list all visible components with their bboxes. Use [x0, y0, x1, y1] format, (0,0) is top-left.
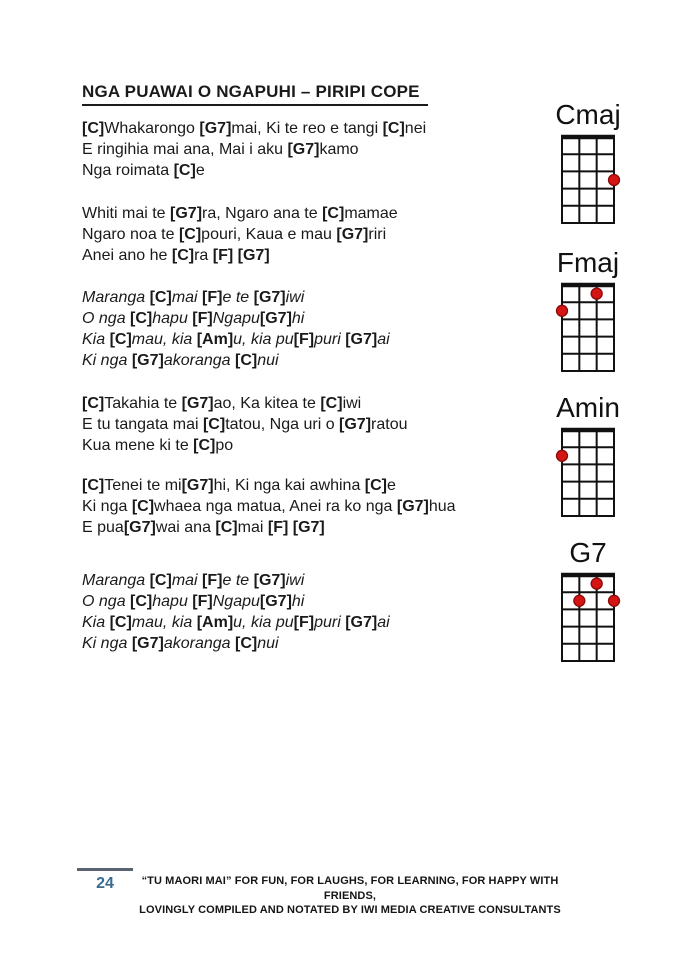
inline-chord: [G7] [396, 498, 429, 515]
lyric-text: mamae [344, 205, 398, 222]
lyric-text: whaea nga matua, Anei ra ko nga [154, 498, 397, 515]
finger-dot [557, 305, 568, 316]
lyric-line [82, 496, 456, 517]
lyric-text: nui [257, 635, 279, 652]
inline-chord: [C] [109, 614, 132, 631]
lyric-text: iwi [342, 395, 362, 412]
inline-chord: [G7] [253, 572, 286, 589]
chord-name-label: G7 [569, 537, 607, 568]
inline-chord: [Am] [196, 614, 234, 631]
inline-chord: [C] [82, 477, 105, 494]
footer-line-1: “TU MAORI MAI” FOR FUN, FOR LAUGHS, FOR LEARNING, FOR HAPPY WITH FRIENDS, [141, 875, 559, 902]
lyric-text: Ki nga [82, 352, 132, 369]
inline-chord: [G7] [345, 331, 378, 348]
inline-chord: [G7] [170, 205, 203, 222]
finger-dot [609, 175, 620, 186]
lyric-text: hapu [152, 310, 193, 327]
lyric-text: mai [171, 289, 203, 306]
lyric-text: Maranga [82, 572, 150, 589]
inline-chord: [F] [202, 572, 223, 589]
lyric-text: Nga roimata [82, 162, 174, 179]
inline-chord: [C] [234, 352, 258, 369]
lyric-text: nui [257, 352, 279, 369]
inline-chord: [C] [215, 519, 238, 536]
chord-name-label: Fmaj [556, 247, 620, 278]
inline-chord: [F] [212, 247, 234, 264]
lyric-text: Whiti mai te [82, 205, 171, 222]
lyric-text: puri [314, 331, 346, 348]
finger-dot [591, 288, 602, 299]
lyric-line [82, 160, 426, 181]
inline-chord: [G7] [253, 289, 286, 306]
fretboard-grid [555, 130, 621, 230]
lyric-text: Kua mene ki te [82, 437, 194, 454]
finger-dot [574, 595, 585, 606]
lyric-text: hi [291, 593, 305, 610]
lyric-line [82, 329, 390, 350]
inline-chord: [C] [364, 477, 388, 494]
lyric-text: mai, Ki te reo e tangi [231, 120, 383, 137]
chord-name-label: Amin [556, 392, 620, 423]
lyric-line [82, 224, 398, 245]
lyric-text: Kia [82, 331, 110, 348]
lyric-text: Anei ano he [82, 247, 172, 264]
footer-line-2: LOVINGLY COMPILED AND NOTATED BY IWI MEDIA CREATIVE CONSULTANTS [139, 904, 561, 916]
verse-stanza [82, 393, 408, 456]
lyric-text: O nga [82, 593, 131, 610]
inline-chord: [F] [192, 593, 213, 610]
verse-stanza [82, 203, 398, 266]
lyric-text: Takahia te [104, 395, 182, 412]
lyric-text: kamo [319, 141, 359, 158]
inline-chord: [C] [131, 498, 155, 515]
inline-chord: [C] [234, 635, 258, 652]
lyric-line [82, 570, 390, 591]
inline-chord: [F] [293, 614, 315, 631]
lyric-text: ra, Ngaro ana te [202, 205, 323, 222]
lyric-text: Ngapu [212, 593, 260, 610]
lyric-line [82, 612, 390, 633]
finger-dot [557, 450, 568, 461]
lyric-text: O nga [82, 310, 131, 327]
inline-chord: [C] [382, 120, 405, 137]
fretboard-grid [555, 423, 621, 523]
inline-chord: [G7] [181, 477, 214, 494]
lyric-text: po [215, 437, 234, 454]
lyric-text: mau, kia [131, 331, 197, 348]
lyric-text: tatou, Nga uri o [225, 416, 340, 433]
inline-chord: [C] [173, 162, 196, 179]
chord-name-label: Cmaj [555, 99, 621, 130]
inline-chord: [G7] [131, 352, 164, 369]
lyric-text: e [195, 162, 205, 179]
inline-chord: [G7] [131, 635, 164, 652]
lyric-text: hi, Ki nga kai awhina [213, 477, 365, 494]
song-title: NGA PUAWAI O NGAPUHI – PIRIPI COPE [82, 82, 428, 106]
finger-dot [591, 578, 602, 589]
inline-chord: [C] [149, 289, 172, 306]
lyric-text: mai [237, 519, 268, 536]
inline-chord: [C] [149, 572, 172, 589]
lyric-text: Ngaro noa te [82, 226, 179, 243]
lyric-line [82, 308, 390, 329]
lyric-line [82, 435, 408, 456]
inline-chord: [C] [130, 310, 153, 327]
lyric-text: iwi [285, 572, 305, 589]
lyric-text: u, kia pu [233, 331, 294, 348]
fretboard-grid [555, 568, 621, 668]
lyric-text: Maranga [82, 289, 150, 306]
inline-chord: [G7] [259, 593, 292, 610]
inline-chord: [F] [267, 519, 289, 536]
lyric-text: ai [377, 331, 390, 348]
inline-chord: [G7] [181, 395, 214, 412]
chord-diagram-g7 [540, 539, 636, 668]
page-number-rule [77, 868, 133, 871]
inline-chord: [C] [202, 416, 226, 433]
lyric-text: puri [314, 614, 346, 631]
lyric-text: hapu [152, 593, 193, 610]
lyric-text: E tu tangata mai [82, 416, 203, 433]
lyric-line [82, 633, 390, 654]
lyric-text: mau, kia [131, 614, 197, 631]
lyric-text: e te [222, 289, 254, 306]
inline-chord: [G7] [123, 519, 156, 536]
lyric-text: ra [194, 247, 213, 264]
inline-chord: [G7] [259, 310, 292, 327]
lyric-text: E pua [82, 519, 124, 536]
chord-diagram-cmaj [540, 101, 636, 230]
lyric-text: Ngapu [212, 310, 260, 327]
inline-chord: [C] [82, 395, 105, 412]
lyric-text: iwi [285, 289, 305, 306]
inline-chord: [G7] [199, 120, 232, 137]
inline-chord: [Am] [196, 331, 234, 348]
lyric-text: Ki nga [82, 635, 132, 652]
page-number: 24 [96, 875, 114, 892]
lyric-text: e [387, 477, 396, 494]
chorus-stanza [82, 570, 390, 654]
lyric-line [82, 118, 426, 139]
lyric-text: Whakarongo [104, 120, 200, 137]
lyric-text: hi [291, 310, 305, 327]
chord-diagram-fmaj [540, 249, 636, 378]
verse-stanza [82, 475, 456, 538]
inline-chord: [F] [192, 310, 213, 327]
lyric-text: ao, Ka kitea te [213, 395, 321, 412]
lyric-line [82, 414, 408, 435]
lyric-line [82, 245, 398, 266]
inline-chord: [C] [130, 593, 153, 610]
inline-chord: [F] [202, 289, 223, 306]
lyric-text: Tenei te mi [104, 477, 182, 494]
chord-diagram-amin [540, 394, 636, 523]
inline-chord: [G7] [237, 247, 270, 264]
finger-dot [609, 595, 620, 606]
inline-chord: [C] [193, 437, 216, 454]
lyric-text: akoranga [163, 635, 235, 652]
chorus-stanza [82, 287, 390, 371]
lyric-text: Kia [82, 614, 110, 631]
inline-chord: [C] [109, 331, 132, 348]
lyric-text: Ki nga [82, 498, 132, 515]
inline-chord: [G7] [287, 141, 320, 158]
inline-chord: [G7] [339, 416, 372, 433]
inline-chord: [G7] [292, 519, 325, 536]
footer [130, 874, 570, 918]
lyric-text: ai [377, 614, 390, 631]
lyric-text: ratou [371, 416, 408, 433]
lyric-text: akoranga [163, 352, 235, 369]
lyric-text: wai ana [155, 519, 216, 536]
lyric-text: riri [368, 226, 387, 243]
lyric-text: nei [404, 120, 427, 137]
lyric-text: pouri, Kaua e mau [201, 226, 337, 243]
lyric-line [82, 393, 408, 414]
lyric-text: e te [222, 572, 254, 589]
lyric-line [82, 139, 426, 160]
inline-chord: [C] [178, 226, 202, 243]
fretboard-grid [555, 278, 621, 378]
inline-chord: [C] [322, 205, 345, 222]
inline-chord: [C] [82, 120, 105, 137]
inline-chord: [C] [171, 247, 195, 264]
inline-chord: [F] [293, 331, 315, 348]
inline-chord: [C] [320, 395, 343, 412]
lyric-text: hua [428, 498, 456, 515]
verse-stanza [82, 118, 426, 181]
lyric-text: E ringihia mai ana, Mai i aku [82, 141, 288, 158]
lyric-line [82, 350, 390, 371]
lyric-line [82, 517, 456, 538]
lyric-line [82, 591, 390, 612]
inline-chord: [G7] [336, 226, 369, 243]
inline-chord: [G7] [345, 614, 378, 631]
lyric-line [82, 287, 390, 308]
lyric-line [82, 203, 398, 224]
lyric-line [82, 475, 456, 496]
lyric-text: mai [171, 572, 203, 589]
lyric-text: u, kia pu [233, 614, 294, 631]
